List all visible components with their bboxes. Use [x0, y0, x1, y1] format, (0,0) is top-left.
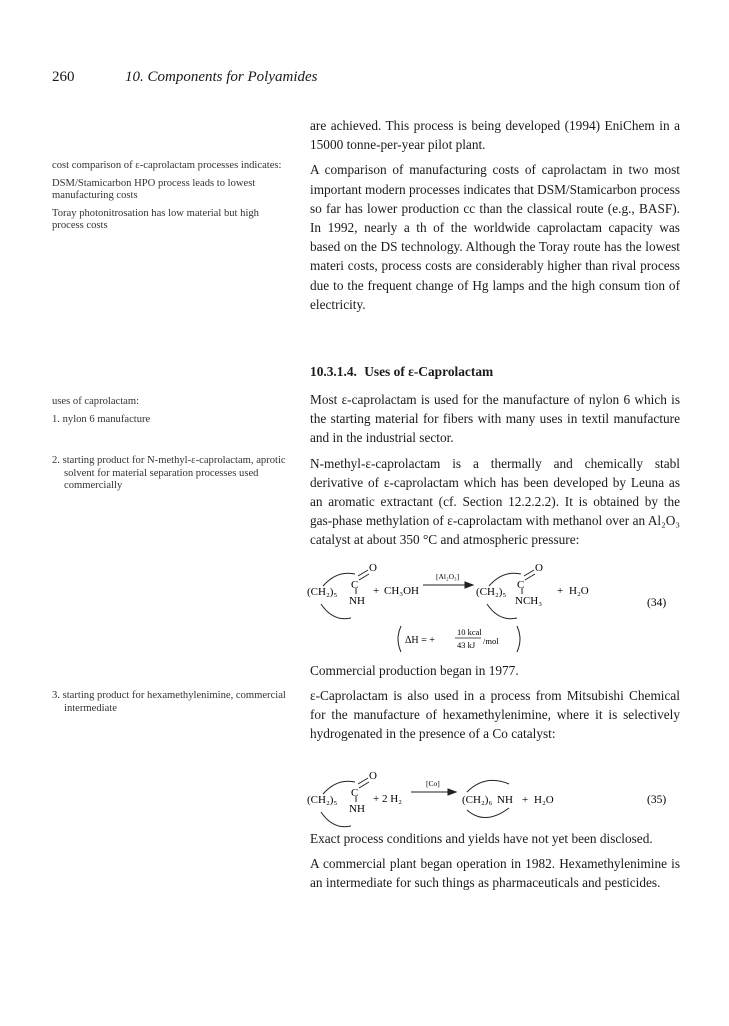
sidebar-list-item: 1. nylon 6 manufacture: [52, 413, 151, 425]
bracket-right: [517, 626, 520, 652]
sidebar-note: cost comparison of ε-caprolactam processes indicates:: [52, 160, 282, 171]
amide-nh: NH: [349, 595, 365, 607]
sidebar-note: Toray photonitrosation has low material but high process costs: [52, 207, 259, 232]
carbonyl-carbon: C: [351, 579, 359, 591]
paragraph-conditions: Exact process conditions and yields have not yet been disclosed.: [310, 831, 653, 846]
ring-bond: [321, 812, 351, 827]
n-methyl-group: NCH₃: [515, 595, 543, 607]
catalyst-label: [Co]: [426, 779, 440, 788]
ring-bond: [467, 808, 509, 818]
section-heading: [310, 364, 493, 380]
section-number: 10.3.1.4.: [310, 364, 357, 379]
page-number: 260: [52, 69, 75, 85]
paragraph-commercial-plant: A commercial plant began operation in 1982. Hexamethylenimine is an intermediate for such things as pharmaceuticals and pesticides.: [310, 856, 680, 891]
arrow-head: [465, 582, 473, 588]
plus-sign: +: [522, 794, 529, 806]
main-text-hexamethylenimine: [310, 686, 680, 750]
oxygen: O: [369, 562, 377, 574]
amine-nh: NH: [497, 794, 513, 806]
delta-h: ΔH = +: [405, 635, 435, 646]
ring-label: (CH₂)₅: [307, 586, 338, 598]
arrow-head: [448, 789, 456, 795]
oxygen: O: [369, 770, 377, 782]
sidebar-list-item: 2. starting product for N-methyl-ε-caprolactam, aprotic solvent for material separation processes used commercially: [52, 455, 286, 492]
paragraph-commercial-production: Commercial production began in 1977.: [310, 663, 519, 678]
delta-h-kcal: 10 kcal: [457, 627, 482, 637]
ring-bond: [487, 604, 517, 619]
plus-sign: +: [373, 585, 380, 597]
sidebar-cost-notes: [52, 160, 288, 238]
amide-nh: NH: [349, 803, 365, 815]
sidebar-list-item: 3. starting product for hexamethylenimine, commercial intermediate: [52, 690, 286, 714]
plus-sign: +: [557, 585, 564, 597]
equation-35: [305, 768, 695, 838]
bracket-left: [398, 626, 401, 652]
ring-label: (CH₂)₅: [476, 586, 507, 598]
ring-label: (CH₂)₅: [307, 794, 338, 806]
delta-h-unit: /mol: [483, 636, 499, 646]
sidebar-uses-2: [52, 455, 288, 498]
sidebar-uses: [52, 396, 288, 431]
equation-34: [305, 558, 695, 658]
carbonyl-carbon: C: [351, 787, 359, 799]
main-text-commercial: [310, 661, 680, 686]
paragraph-nylon: Most ε-caprolactam is used for the manufacture of nylon 6 which is the starting material for fibers with many uses in textil manufacture and in the industrial sector.: [310, 392, 680, 446]
sidebar-uses-3: [52, 690, 288, 720]
paragraph-methyl-caprolactam: N-methyl-ε-caprolactam is a thermally and chemically stabl derivative of ε-caprolactam which has been developed by Leuna as an aromatic extractant (cf. Section 12.2.2.2). It is obtained by the gas-phase methylation of ε-caprolactam with methanol over an Al₂O₃ catalyst at about 350 °C and atmospheric pressure:: [310, 455, 680, 548]
paragraph-mitsubishi: ε-Caprolactam is also used in a process from Mitsubishi Chemical for the manufacture of hexamethylenimine, where it is selectively hydrogenated in the presence of a Co catalyst:: [310, 688, 680, 742]
carbonyl-carbon: C: [517, 579, 525, 591]
main-text-top: [310, 116, 680, 320]
equation-number: (34): [647, 597, 667, 609]
hydrogen-reagent: + 2 H₂: [373, 793, 402, 805]
reagent-methanol: CH₃OH: [384, 585, 420, 597]
paragraph-process-development: are achieved. This process is being developed (1994) EniChem in a 15000 tonne-per-year pilot plant.: [310, 118, 680, 153]
main-text-uses: [310, 390, 680, 556]
ring-label: (CH₂)₆: [462, 794, 493, 806]
main-text-bottom: [310, 829, 680, 899]
paragraph-cost-comparison: A comparison of manufacturing costs of caprolactam in two most important modern processes indicates that DSM/Stamicarbon process so far has lower production cc than the classical route (e.g., BASF). In 1992, nearly a th of the worldwide caprolactam capacity was based on the DS technology. Although the Toray route has the lowest materi costs, process costs are considerably higher than rival process due to the frequent change of Hg lamps and the high consum tion of electricity.: [310, 162, 681, 312]
section-title: Uses of ε-Caprolactam: [364, 364, 494, 379]
ring-bond: [321, 604, 351, 619]
water: H₂O: [534, 794, 554, 806]
ring-bond: [467, 780, 509, 792]
delta-h-kj: 43 kJ: [457, 640, 476, 650]
equation-number: (35): [647, 794, 667, 806]
sidebar-note: uses of caprolactam:: [52, 396, 140, 407]
chapter-title: 10. Components for Polyamides: [125, 69, 318, 85]
oxygen: O: [535, 562, 543, 574]
catalyst-label: [Al₂O₃]: [436, 572, 460, 581]
water: H₂O: [569, 585, 589, 597]
sidebar-note: DSM/Stamicarbon HPO process leads to lowest manufacturing costs: [52, 177, 256, 202]
